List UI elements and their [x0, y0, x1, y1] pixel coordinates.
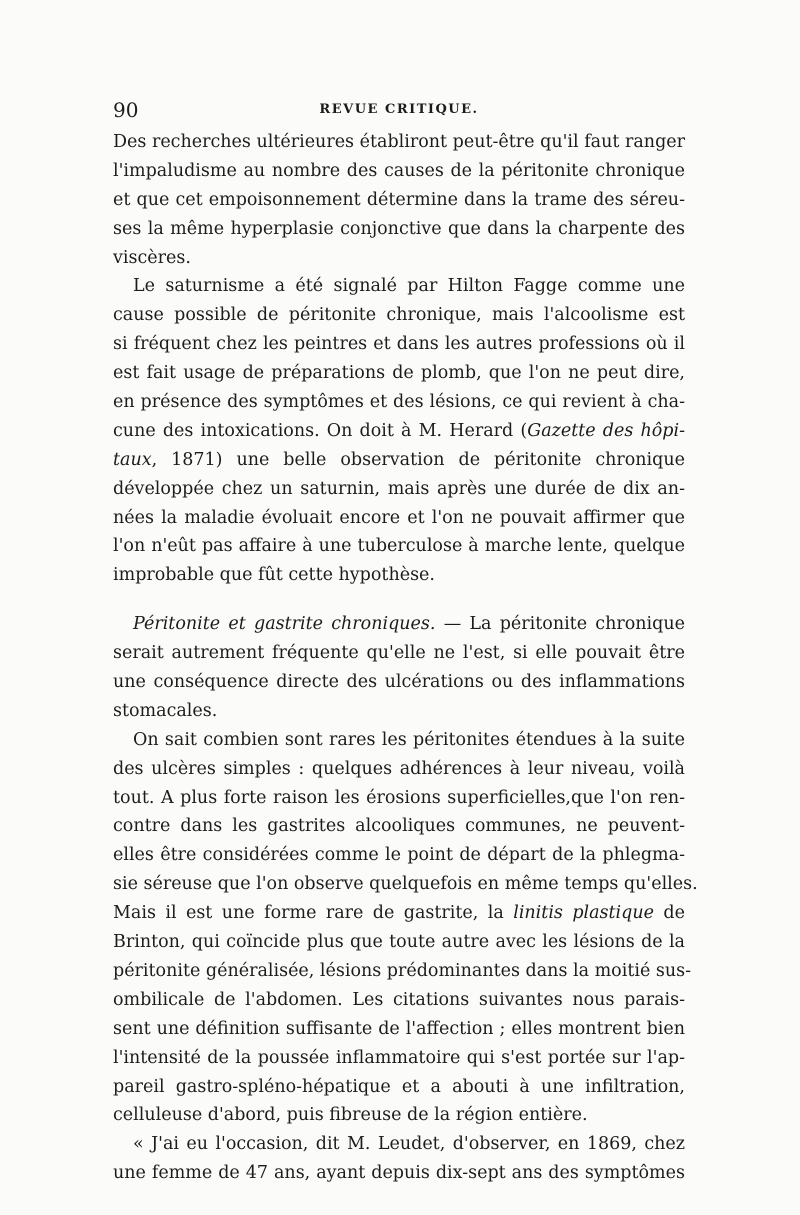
- text-run: cune des intoxications. On doit à M. Herard (: [113, 420, 528, 441]
- text-line: improbable que fût cette hypothèse.: [113, 565, 435, 586]
- text-line: celluleuse d'abord, puis fibreuse de la région entière.: [113, 1105, 588, 1126]
- text-line: péritonite généralisée, lésions prédominantes dans la moitié sus-: [113, 960, 692, 981]
- text-line: l'impaludisme au nombre des causes de la péritonite chronique: [113, 160, 685, 181]
- text-line: cause possible de péritonite chronique, mais l'alcoolisme est: [113, 305, 685, 326]
- citation-journal: taux: [113, 449, 152, 470]
- text-run: — La péritonite chronique: [435, 614, 685, 635]
- text-run: de: [654, 903, 685, 924]
- text-run: Mais il est une forme rare de gastrite, la: [113, 903, 514, 924]
- text-line: Brinton, qui coïncide plus que toute autre avec les lésions de la: [113, 932, 685, 953]
- text-line: et que cet empoisonnement détermine dans la trame des séreu-: [113, 189, 685, 210]
- text-line: ombilicale de l'abdomen. Les citations suivantes nous parais-: [113, 989, 685, 1010]
- text-line: contre dans les gastrites alcooliques communes, ne peuvent-: [113, 816, 685, 837]
- page-header: [113, 98, 685, 126]
- text-line: une femme de 47 ans, ayant depuis dix-sept ans des symptômes: [113, 1163, 685, 1184]
- text-run: , 1871) une belle observation de péritonite chronique: [151, 449, 685, 470]
- text-line: [113, 446, 685, 475]
- text-line: [113, 899, 685, 928]
- text-line: Des recherches ultérieures établiront peut-être qu'il faut ranger: [113, 132, 685, 152]
- text-line: « J'ai eu l'occasion, dit M. Leudet, d'observer, en 1869, chez: [133, 1134, 685, 1155]
- text-line: des ulcères simples : quelques adhérences à leur niveau, voilà: [113, 758, 685, 779]
- text-line: est fait usage de préparations de plomb, que l'on ne peut dire,: [113, 363, 685, 384]
- text-line: l'on n'eût pas affaire à une tuberculose à marche lente, quelque: [113, 536, 685, 557]
- text-line: en présence des symptômes et des lésions, ce qui revient à cha-: [113, 392, 685, 413]
- text-line: stomacales.: [113, 700, 218, 721]
- text-line: serait autrement fréquente qu'elle ne l'est, si elle pouvait être: [113, 643, 685, 664]
- text-line: [113, 610, 685, 639]
- text-line: pareil gastro-spléno-hépatique et a abouti à une infiltration,: [113, 1076, 685, 1097]
- text-line: viscères.: [113, 247, 191, 268]
- text-line: Le saturnisme a été signalé par Hilton Fagge comme une: [133, 276, 685, 297]
- running-title: REVUE CRITIQUE.: [319, 102, 479, 117]
- text-line: [113, 417, 685, 446]
- text-line: si fréquent chez les peintres et dans les autres professions où il: [113, 334, 685, 355]
- text-line: elles être considérées comme le point de départ de la phlegma-: [113, 845, 685, 866]
- text-line: ses la même hyperplasie conjonctive que dans la charpente des: [113, 218, 685, 239]
- page-number: 90: [113, 98, 139, 122]
- text-line: sent une définition suffisante de l'affection ; elles montrent bien: [113, 1018, 685, 1039]
- section-heading: Péritonite et gastrite chroniques.: [133, 614, 436, 635]
- text-line: On sait combien sont rares les péritonites étendues à la suite: [133, 729, 685, 750]
- text-line: sie séreuse que l'on observe quelquefois en même temps qu'elles.: [113, 874, 698, 895]
- citation-journal: Gazette des hôpi-: [527, 420, 685, 441]
- text-line: développée chez un saturnin, mais après une durée de dix an-: [113, 478, 685, 499]
- text-line: nées la maladie évoluait encore et l'on ne pouvait affirmer que: [113, 507, 685, 528]
- text-line: tout. A plus forte raison les érosions superficielles,que l'on ren-: [113, 787, 685, 808]
- text-line: une conséquence directe des ulcérations ou des inflammations: [113, 672, 685, 693]
- page-body: [113, 128, 698, 1188]
- term-italic: linitis plastique: [513, 903, 654, 924]
- text-line: l'intensité de la poussée inflammatoire qui s'est portée sur l'ap-: [113, 1047, 685, 1068]
